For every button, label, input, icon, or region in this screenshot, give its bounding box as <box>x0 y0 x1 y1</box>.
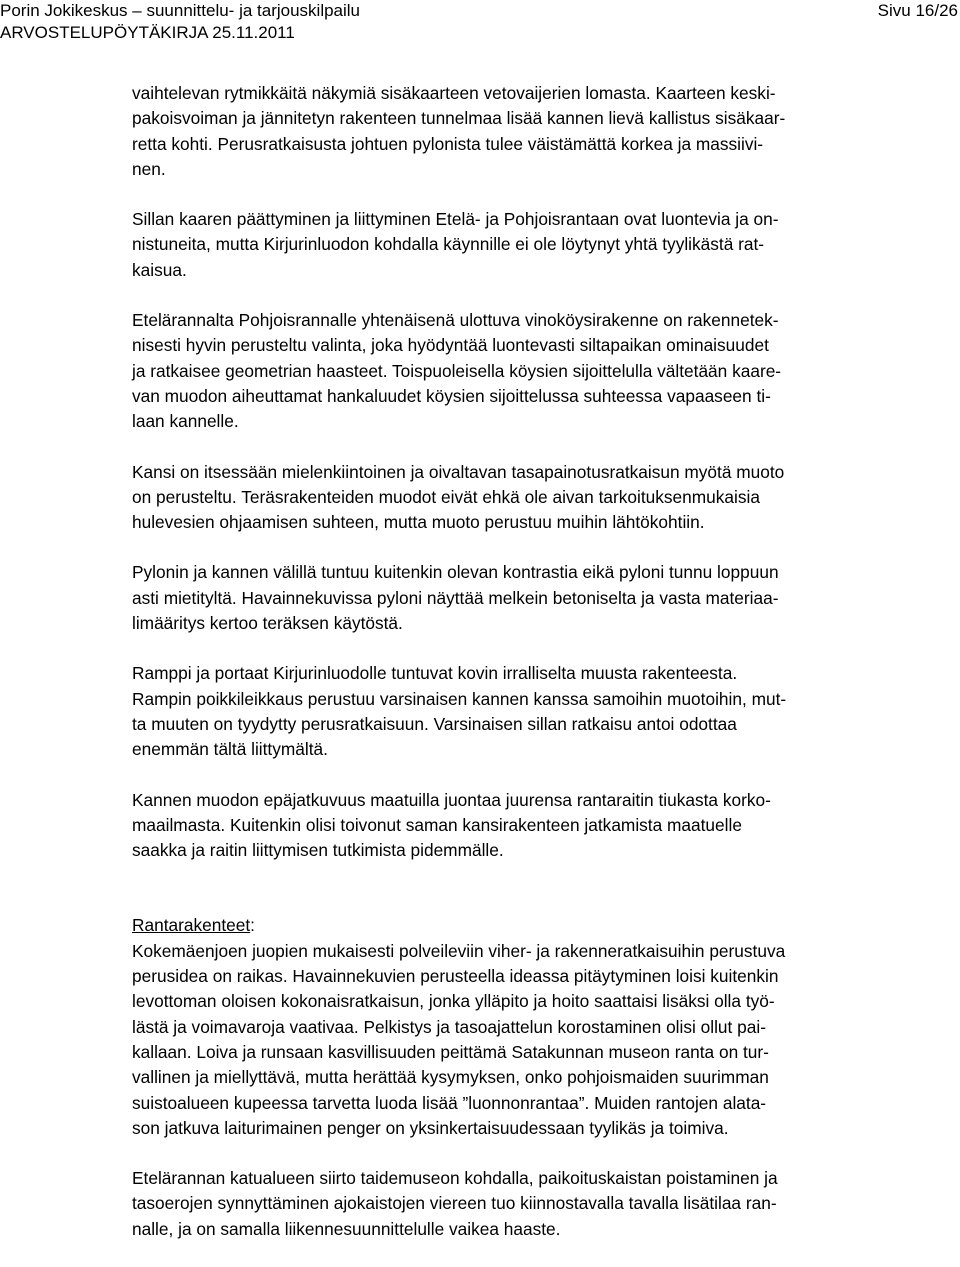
page-header <box>0 0 960 48</box>
document-title: Porin Jokikeskus – suunnittelu- ja tarjouskilpailu <box>0 1 361 20</box>
paragraph: Pylonin ja kannen välillä tuntuu kuitenkin olevan kontrastia eikä pyloni tunnu loppuun asti mietityltä. Havainnekuvissa pyloni näyttää melkein betoniselta ja vasta materiaa- limääritys kertoo teräksen käytöstä. <box>132 562 779 634</box>
paragraph: Ramppi ja portaat Kirjurinluodolle tuntuvat kovin irralliselta muusta rakenteesta. Rampin poikkileikkaus perustuu varsinaisen kannen kanssa samoihin muotoihin, mut- ta muuten on tyydytty perusratkaisuun. Varsinaisen sillan ratkaisu antoi odottaa enemmän tältä liittymältä. <box>132 663 787 760</box>
paragraph: Kansi on itsessään mielenkiintoinen ja oivaltavan tasapainotusratkaisun myötä muoto on perusteltu. Teräsrakenteiden muodot eivät ehkä ole aivan tarkoituksenmukaisia hulevesien ohjaamisen suhteen, mutta muoto perustuu muihin lähtökohtiin. <box>132 461 785 533</box>
paragraph: Etelärannan katualueen siirto taidemuseon kohdalla, paikoituskaistan poistaminen ja tasoerojen synnyttäminen ajokaistojen viereen tuo kiinnostavalla tavalla lisätilaa ran- nalle, ja on samalla liikennesuunnittelulle vaikea haaste. <box>132 1168 778 1239</box>
document-body <box>132 81 954 1267</box>
section-heading: Rantarakenteet <box>132 915 251 936</box>
paragraph: vaihtelevan rytmikkäitä näkymiä sisäkaarteen vetovaijerien lomasta. Kaarteen keski- pakoisvoiman ja jännitetyn rakenteen tunnelmaa lisää kannen lievä kallistus sisäkaar- retta kohti. Perusratkaisusta johtuen pylonista tulee väistämättä korkea ja massiivi- nen. <box>132 83 786 179</box>
paragraph: Sillan kaaren päättyminen ja liittyminen Etelä- ja Pohjoisrantaan ovat luontevia ja on- nistuneita, mutta Kirjurinluodon kohdalla käynnille ei ole löytynyt yhtä tyylikästä rat- kaisua. <box>132 209 779 280</box>
document-subtitle: ARVOSTELUPÖYTÄKIRJA 25.11.2011 <box>0 23 295 42</box>
page-number: Sivu 16/26 <box>877 1 958 20</box>
paragraph: Etelärannalta Pohjoisrannalle yhtenäisenä ulottuva vinoköysirakenne on rakennetek- nisesti hyvin perusteltu valinta, joka hyödyntää luontevasti siltapaikan ominaisuudet ja ratkaisee geometrian haasteet. Toispuoleisella köysien sijoittelulla vältetään kaare- van muodon aiheuttamat hankaluudet köysien sijoittelussa suhteessa vapaaseen ti- laan kannelle. <box>132 310 782 432</box>
section-heading-colon: : <box>250 915 255 936</box>
paragraph: Kokemäenjoen juopien mukaisesti polveileviin viher- ja rakenneratkaisuihin perustuva perusidea on raikas. Havainnekuvien perusteella ideassa pitäytyminen loisi kuitenkin levottoman oloisen kokonaisratkaisun, jonka ylläpito ja hoito saattaisi lisäksi olla työ- lästä ja voimavaroja vaativaa. Pelkistys ja tasoajattelun korostaminen olisi ollut pai- kallaan. Loiva ja runsaan kasvillisuuden peittämä Satakunnan museon ranta on tur- vallinen ja miellyttävä, mutta herättää kysymyksen, onko pohjoismaiden suurimman suistoalueen kupeessa tarvetta luoda lisää ”luonnonrantaa”. Muiden rantojen alata- son jatkuva laiturimainen penger on yksinkertaisuudessaan tyylikäs ja toimiva. <box>132 940 786 1138</box>
section-heading-line <box>132 913 954 938</box>
paragraph: Kannen muodon epäjatkuvuus maatuilla juontaa juurensa rantaraitin tiukasta korko- maailmasta. Kuitenkin olisi toivonut saman kansirakenteen jatkamista maatuelle saakka ja raitin liittymisen tutkimista pidemmälle. <box>132 789 771 861</box>
